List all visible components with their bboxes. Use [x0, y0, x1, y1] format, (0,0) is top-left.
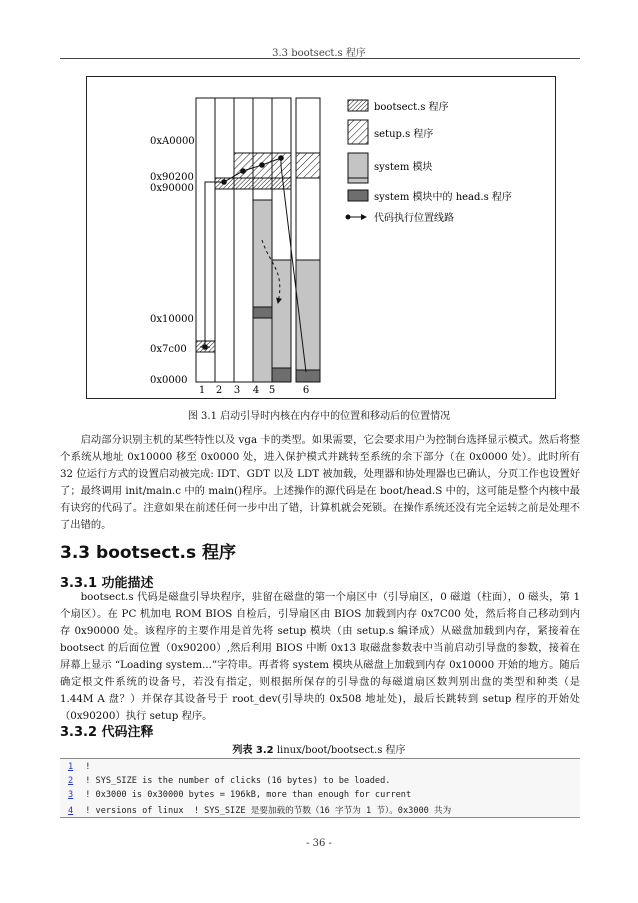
line-number-link[interactable]: 2: [68, 776, 74, 786]
listing-title: [0, 741, 638, 756]
col3-bootsect-block: [234, 178, 253, 189]
legend-system-swatch: [348, 153, 368, 179]
col4-bootsect-block: [253, 178, 272, 189]
code-line: [68, 776, 390, 786]
legend-setup-swatch: [348, 120, 368, 144]
line-number-link[interactable]: 4: [68, 806, 74, 816]
legend-head-label: system 模块中的 head.s 程序: [374, 192, 512, 203]
running-head: 3.3 bootsect.s 程序: [272, 48, 366, 59]
code-text: ! versions of linux ! SYS_SIZE 是要加载的节数（16 字节为 1 节）。0x3000 共为: [85, 806, 452, 816]
col6-head-block: [296, 370, 320, 382]
col4-system-block: [253, 200, 272, 382]
step-number-2: 2: [215, 385, 223, 396]
line-number-link[interactable]: 3: [68, 790, 74, 800]
legend-system-swatch-bottom: [348, 178, 368, 183]
subsection-heading-1: 3.3.1 功能描述: [60, 576, 154, 591]
legend-head-swatch: [348, 190, 368, 201]
address-label-10000: 0x10000: [150, 314, 194, 325]
listing-label: 列表 3.2: [232, 745, 274, 756]
listing-title-text: linux/boot/bootsect.s 程序: [276, 745, 406, 756]
code-text: !: [85, 762, 91, 772]
address-label-90000: 0x90000: [150, 183, 194, 194]
code-text: ! SYS_SIZE is the number of clicks (16 bytes) to be loaded.: [85, 776, 391, 786]
legend-path-dot: [346, 215, 351, 220]
col5-head-block: [272, 368, 291, 382]
step-number-5: 5: [268, 385, 276, 396]
code-line: [68, 762, 90, 772]
legend-path-label: 代码执行位置线路: [374, 213, 454, 224]
address-label-7c00: 0x7c00: [150, 344, 187, 355]
col6-setup-block: [296, 153, 320, 178]
step-number-4: 4: [252, 385, 260, 396]
code-line: [68, 790, 411, 800]
address-label-90200: 0x90200: [150, 172, 194, 183]
intro-paragraph: 启动部分识别主机的某些特性以及 vga 卡的类型。如果需要，它会要求用户为控制台选择显示模式。然后将整个系统从地址 0x10000 移至 0x0000 处，进入保护模式并跳转至系统的余下部分（在 0x0000 处）。此时所有 32 位运行方式的设置启动被完成: IDT、GDT 以及 LDT 被加载，处理器和协处理器也已确认，分页工作也设置好了；最终调用 init/main.c 中的 main()程序。上述操作的源代码是在 boot/head.S 中的，这可能是整个内核中最有诀窍的代码了。注意如果在前述任何一步中出了错，计算机就会死锁。在操作系统还没有完全运转之前是处理不了出错的。: [60, 434, 580, 531]
legend-bootsect-swatch: [348, 100, 368, 111]
code-line: [68, 804, 451, 816]
legend-bootsect-label: bootsect.s 程序: [374, 102, 449, 113]
address-label-0000: 0x0000: [150, 375, 188, 386]
col5-system-block: [272, 260, 291, 382]
subsection-body-1: bootsect.s 代码是磁盘引导块程序，驻留在磁盘的第一个扇区中（引导扇区，0 磁道（柱面），0 磁头，第 1 个扇区）。在 PC 机加电 ROM BIOS 自检后，引导扇区由 BIOS 加载到内存 0x7C00 处，然后将自己移动到内存 0x90000 处。该程序的主要作用是首先将 setup 模块（由 setup.s 编译成）从磁盘加载到内存，紧接着在 bootsect 的后面位置（0x90200）,然后利用 BIOS 中断 0x13 取磁盘参数表中当前启动引导盘的参数，接着在屏幕上显示 “Loading system...”字符串。再者将 system 模块从磁盘上加载到内存 0x10000 开始的地方。随后确定根文件系统的设备号，若没有指定，则根据所保存的引导盘的每磁道扇区数判别出盘的类型和种类（是 1.44M A 盘？）并保存其设备号于 root_dev(引导块的 0x508 地址处)，最后长跳转到 setup 程序的开始处（0x90200）执行 setup 程序。: [60, 591, 580, 722]
col5-bootsect-block: [272, 178, 291, 189]
col4-head-block: [253, 307, 272, 318]
step-number-3: 3: [233, 385, 241, 396]
line-number-link[interactable]: 1: [68, 762, 74, 772]
legend-setup-label: setup.s 程序: [374, 129, 434, 140]
figure-caption-label: 图 3.1: [187, 411, 217, 422]
code-listing: [60, 758, 580, 818]
section-heading: 3.3 bootsect.s 程序: [60, 543, 237, 563]
figure-caption-text: 启动引导时内核在内存中的位置和移动后的位置情况: [220, 411, 451, 422]
figure-caption: [0, 407, 638, 422]
subsection-heading-2: 3.3.2 代码注释: [60, 725, 154, 740]
memory-layout-diagram: [0, 0, 638, 410]
code-text: ! 0x3000 is 0x30000 bytes = 196kB, more than enough for current: [85, 790, 412, 800]
legend-system-label: system 模块: [374, 162, 433, 173]
step-number-6: 6: [302, 385, 310, 396]
address-label-a0000: 0xA0000: [150, 136, 195, 147]
step-number-1: 1: [198, 385, 206, 396]
page-number: - 36 -: [306, 838, 332, 849]
